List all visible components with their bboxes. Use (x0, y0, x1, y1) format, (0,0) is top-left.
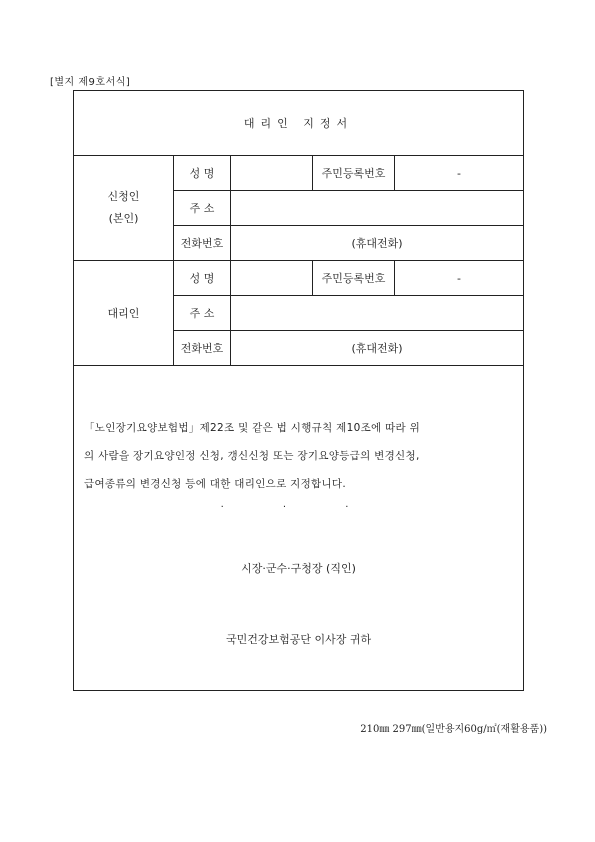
agent-group-label: 대리인 (74, 261, 174, 366)
applicant-name-label: 성 명 (174, 156, 231, 191)
applicant-phone-label: 전화번호 (174, 226, 231, 261)
applicant-phone-field[interactable]: (휴대전화) (231, 226, 524, 261)
statement-line: 의 사람을 장기요양인정 신청, 갱신신청 또는 장기요양등급의 변경신청, (84, 450, 420, 462)
applicant-name-field[interactable] (231, 156, 313, 191)
agent-address-field[interactable] (231, 296, 524, 331)
agent-address-label: 주 소 (174, 296, 231, 331)
agent-rrn-label: 주민등록번호 (313, 261, 395, 296)
applicant-group-label (74, 156, 174, 261)
statement-line: 급여종류의 변경신청 등에 대한 대리인으로 지정합니다. (84, 478, 347, 490)
recipient-line: 국민건강보험공단 이사장 귀하 (225, 633, 372, 646)
statement-section (74, 366, 524, 691)
applicant-address-label: 주 소 (174, 191, 231, 226)
agent-rrn-field[interactable]: - (395, 261, 524, 296)
agent-phone-label: 전화번호 (174, 331, 231, 366)
agent-name-field[interactable] (231, 261, 313, 296)
applicant-label: 신청인 (107, 190, 140, 203)
agent-phone-field[interactable]: (휴대전화) (231, 331, 524, 366)
form-number-label: [별지 제9호서식] (50, 77, 131, 88)
agent-name-label: 성 명 (174, 261, 231, 296)
applicant-rrn-label: 주민등록번호 (313, 156, 395, 191)
applicant-rrn-field[interactable]: - (395, 156, 524, 191)
statement-line: 「노인장기요양보험법」제22조 및 같은 법 시행규칙 제10조에 따라 위 (84, 422, 421, 434)
statement-text (84, 414, 513, 498)
date-field[interactable]: . . . (220, 499, 377, 510)
proxy-designation-form (73, 90, 524, 691)
paper-spec: 210㎜ 297㎜(일반용지60g/㎡(재활용품)) (360, 724, 547, 735)
applicant-address-field[interactable] (231, 191, 524, 226)
applicant-self-label: (본인) (108, 212, 139, 225)
signer-official: 시장·군수·구청장 (직인) (241, 562, 356, 575)
form-title: 대리인 지정서 (74, 91, 524, 156)
